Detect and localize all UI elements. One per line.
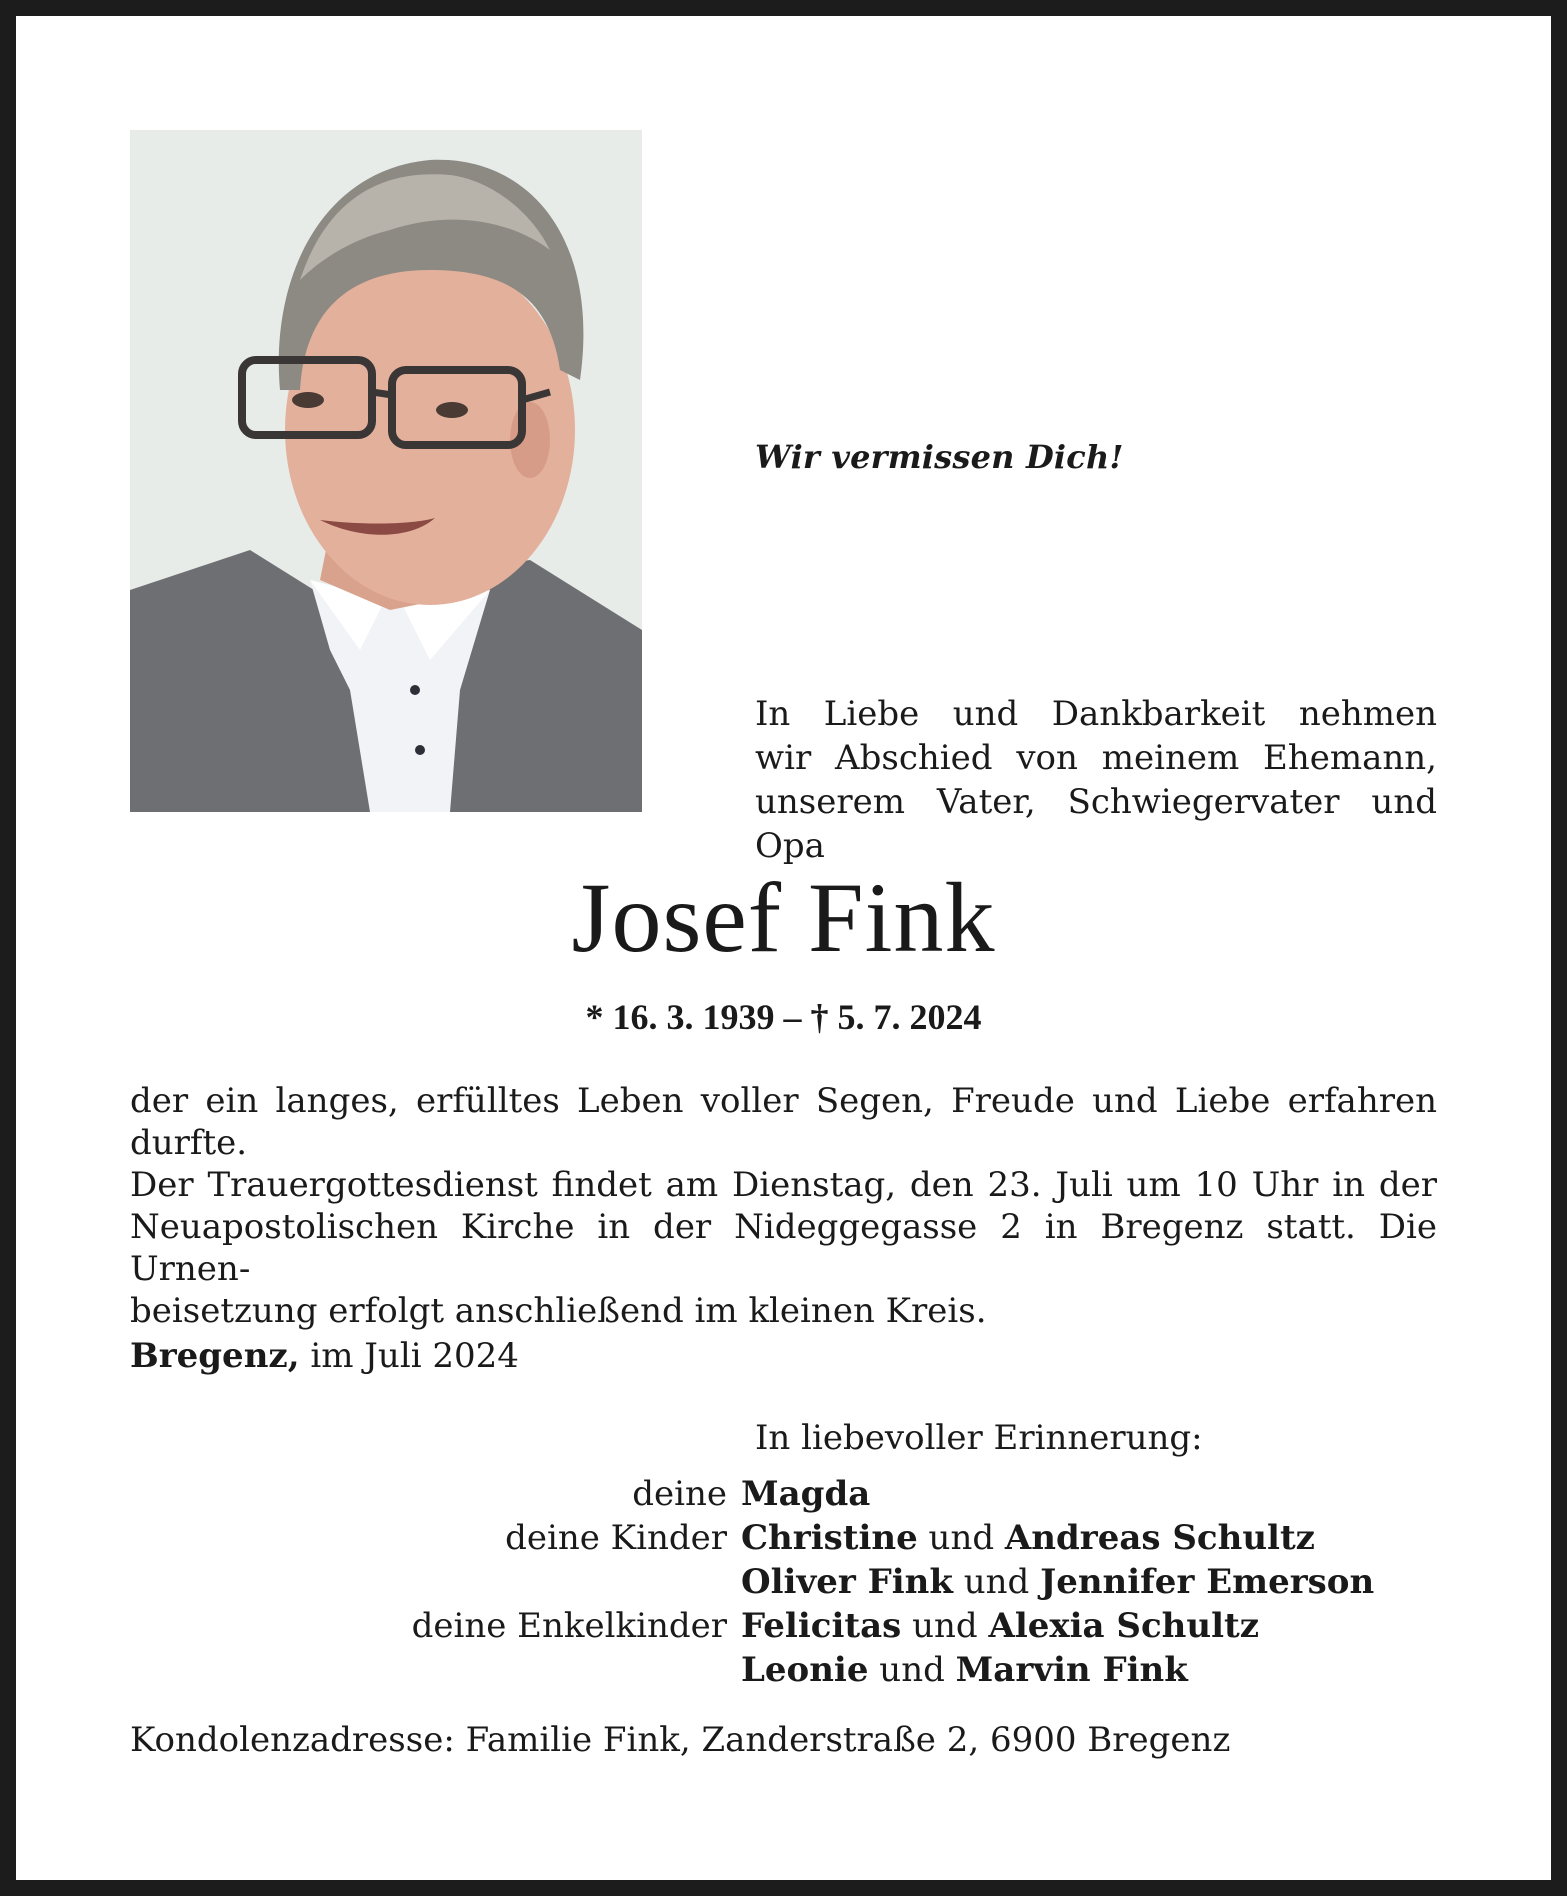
conjunction: und	[928, 1518, 995, 1558]
deceased-name: Josef Fink	[571, 862, 996, 973]
family-names	[741, 1516, 1437, 1560]
place-date	[130, 1336, 519, 1376]
service-line: beisetzung erfolgt anschließend im kleinen Kreis.	[130, 1291, 987, 1331]
portrait-photo	[130, 130, 642, 812]
family-names	[741, 1560, 1437, 1604]
conjunction: und	[963, 1562, 1030, 1602]
portrait-illustration	[130, 130, 642, 812]
service-line: Der Trauergottesdienst findet am Dienstag, den 23. Juli um 10 Uhr in der	[130, 1165, 1437, 1205]
family-row	[130, 1516, 1437, 1560]
intro-line: In Liebe und Dankbarkeit nehmen	[755, 694, 1437, 734]
service-line: Neuapostolischen Kirche in der Nideggegasse 2 in Bregenz statt. Die Urnen-	[130, 1207, 1437, 1289]
body-line: der ein langes, erfülltes Leben voller Segen, Freude und Liebe erfahren	[130, 1081, 1437, 1121]
conjunction: und	[912, 1606, 978, 1646]
family-name: Marvin Fink	[955, 1650, 1188, 1690]
family-names	[741, 1648, 1437, 1692]
family-name: Andreas Schultz	[1004, 1518, 1315, 1558]
family-list	[130, 1472, 1437, 1692]
family-names	[741, 1472, 1437, 1516]
relation-label: deine Enkelkinder	[411, 1606, 727, 1646]
obituary-body	[130, 1080, 1437, 1332]
motto: Wir vermissen Dich!	[755, 438, 1124, 476]
family-row	[130, 1604, 1437, 1648]
body-line: durfte.	[130, 1123, 248, 1163]
family-name: Leonie	[741, 1650, 869, 1690]
family-row	[130, 1560, 1437, 1604]
family-row	[130, 1648, 1437, 1692]
intro-line: unserem Vater, Schwiegervater und Opa	[755, 782, 1437, 866]
conjunction: und	[879, 1650, 945, 1690]
relation-label: deine Kinder	[505, 1518, 727, 1558]
relation-label	[130, 1560, 741, 1604]
family-name: Oliver Fink	[741, 1562, 953, 1602]
relation-label: deine	[632, 1474, 727, 1514]
remembrance-heading: In liebevoller Erinnerung:	[755, 1418, 1203, 1458]
family-name: Magda	[741, 1474, 871, 1514]
condolence-address: Kondolenzadresse: Familie Fink, Zanderstraße 2, 6900 Bregenz	[130, 1720, 1231, 1760]
intro-line: wir Abschied von meinem Ehemann,	[755, 738, 1437, 778]
family-name: Jennifer Emerson	[1040, 1562, 1375, 1602]
life-dates: * 16. 3. 1939 – † 5. 7. 2024	[585, 997, 982, 1037]
family-name: Alexia Schultz	[988, 1606, 1260, 1646]
place-month: im Juli 2024	[310, 1336, 519, 1376]
place-city: Bregenz,	[130, 1336, 300, 1376]
family-names	[741, 1604, 1437, 1648]
intro-text	[755, 692, 1437, 868]
family-name: Christine	[741, 1518, 918, 1558]
family-name: Felicitas	[741, 1606, 902, 1646]
family-row	[130, 1472, 1437, 1516]
relation-label	[130, 1648, 741, 1692]
